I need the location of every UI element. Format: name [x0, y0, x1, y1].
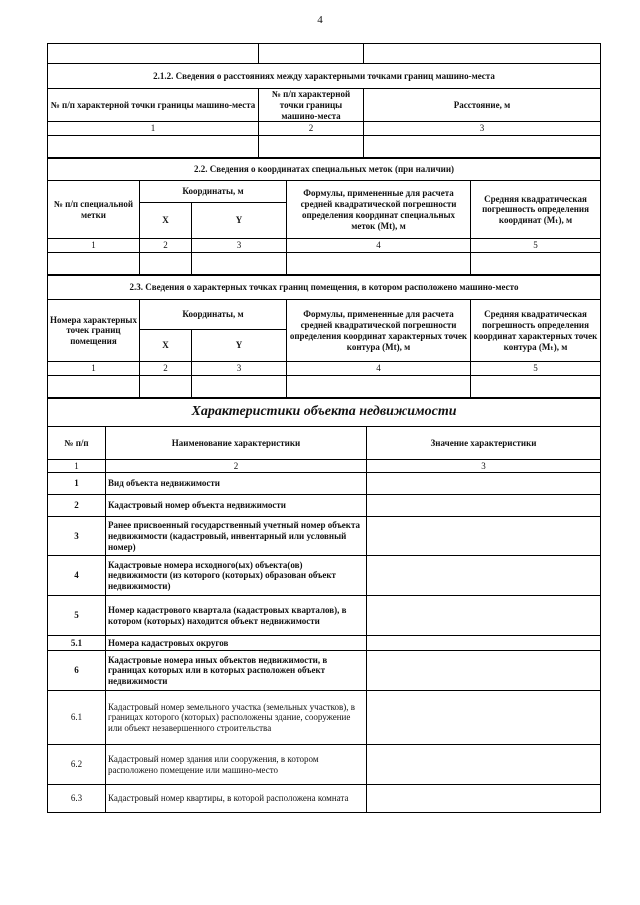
row-value	[367, 636, 601, 651]
column-numbers-row	[48, 460, 601, 473]
header-mean-error: Средняя квадратическая погрешность определения координат характерных точек контура (Mₜ), м	[471, 300, 601, 362]
column-number: 4	[287, 239, 471, 253]
column-number: 3	[192, 362, 287, 376]
row-value	[367, 785, 601, 813]
row-number: 5	[48, 596, 106, 636]
table-row	[48, 691, 601, 745]
table-cell	[259, 44, 364, 64]
row-value	[367, 691, 601, 745]
table-cell	[364, 136, 601, 158]
header-y: Y	[192, 203, 287, 239]
table-row	[48, 376, 601, 398]
header-mean-error: Средняя квадратическая погрешность определения координат (Mₜ), м	[471, 181, 601, 239]
row-name: Кадастровые номера исходного(ых) объекта(ов) недвижимости (из которого (которых) образован объект недвижимости)	[106, 556, 367, 596]
row-number: 1	[48, 473, 106, 495]
column-number: 2	[106, 460, 367, 473]
table-row	[48, 636, 601, 651]
table-row	[48, 473, 601, 495]
row-name: Кадастровый номер земельного участка (земельных участков), в границах которого (которых) расположены здание, сооружение или объект незавершенного строительства	[106, 691, 367, 745]
column-number: 2	[140, 239, 192, 253]
top-empty-row	[48, 44, 601, 64]
distances-table	[47, 43, 601, 158]
row-name: Кадастровый номер здания или сооружения, в котором расположено помещение или машино-место	[106, 745, 367, 785]
section-title-2-1-2: 2.1.2. Сведения о расстояниях между характерными точками границ машино-места	[48, 64, 601, 89]
header-y: Y	[192, 330, 287, 362]
table-cell	[140, 376, 192, 398]
table-cell	[287, 376, 471, 398]
column-numbers-row	[48, 362, 601, 376]
table-cell	[287, 253, 471, 275]
table-row	[48, 136, 601, 158]
row-number: 6.2	[48, 745, 106, 785]
header-point-to: № п/п характерной точки границы машино-места	[259, 89, 364, 122]
table-cell	[48, 253, 140, 275]
header-characteristic-value: Значение характеристики	[367, 427, 601, 460]
document-sheet	[47, 43, 600, 813]
column-number: 5	[471, 239, 601, 253]
row-value	[367, 651, 601, 691]
header-formulas: Формулы, примененные для расчета средней квадратической погрешности определения координат специальных меток (Mt), м	[287, 181, 471, 239]
column-number: 3	[192, 239, 287, 253]
table-cell	[471, 376, 601, 398]
row-number: 6.1	[48, 691, 106, 745]
row-number: 2	[48, 495, 106, 517]
row-name: Номер кадастрового квартала (кадастровых кварталов), в котором (которых) находится объект недвижимости	[106, 596, 367, 636]
page-number: 4	[317, 14, 323, 26]
table-cell	[192, 253, 287, 275]
table-cell	[364, 44, 601, 64]
header-coordinates: Координаты, м	[140, 300, 287, 330]
table-cell	[48, 44, 259, 64]
table-row	[48, 596, 601, 636]
row-value	[367, 745, 601, 785]
table-cell	[471, 253, 601, 275]
special-marks-table	[47, 158, 601, 275]
row-value	[367, 556, 601, 596]
row-number: 6	[48, 651, 106, 691]
section-title-2-2: 2.2. Сведения о координатах специальных меток (при наличии)	[48, 159, 601, 181]
characteristics-table	[47, 398, 601, 813]
table-row	[48, 495, 601, 517]
column-number: 3	[367, 460, 601, 473]
column-number: 5	[471, 362, 601, 376]
column-number: 2	[140, 362, 192, 376]
column-number: 1	[48, 460, 106, 473]
row-name: Кадастровый номер объекта недвижимости	[106, 495, 367, 517]
row-number: 4	[48, 556, 106, 596]
row-number: 5.1	[48, 636, 106, 651]
table-row	[48, 517, 601, 556]
table-cell	[48, 376, 140, 398]
section-title-2-3: 2.3. Сведения о характерных точках границ помещения, в котором расположено машино-место	[48, 276, 601, 300]
header-x: X	[140, 330, 192, 362]
row-number: 3	[48, 517, 106, 556]
row-value	[367, 473, 601, 495]
row-name: Ранее присвоенный государственный учетный номер объекта недвижимости (кадастровый, инвентарный или условный номер)	[106, 517, 367, 556]
header-room-point-number: Номера характерных точек границ помещения	[48, 300, 140, 362]
column-number: 2	[259, 122, 364, 136]
row-name: Кадастровый номер квартиры, в которой расположена комната	[106, 785, 367, 813]
column-number: 1	[48, 122, 259, 136]
row-value	[367, 495, 601, 517]
header-x: X	[140, 203, 192, 239]
table-cell	[48, 136, 259, 158]
header-mark-number: № п/п специальной метки	[48, 181, 140, 239]
header-formulas: Формулы, примененные для расчета средней квадратической погрешности определения координат характерных точек контура (Mt), м	[287, 300, 471, 362]
table-row	[48, 785, 601, 813]
header-coordinates: Координаты, м	[140, 181, 287, 203]
header-number: № п/п	[48, 427, 106, 460]
room-points-table	[47, 275, 601, 398]
row-name: Вид объекта недвижимости	[106, 473, 367, 495]
header-distance: Расстояние, м	[364, 89, 601, 122]
column-number: 1	[48, 362, 140, 376]
column-number: 3	[364, 122, 601, 136]
row-number: 6.3	[48, 785, 106, 813]
table-cell	[259, 136, 364, 158]
row-value	[367, 596, 601, 636]
column-number: 4	[287, 362, 471, 376]
table-row	[48, 556, 601, 596]
column-number: 1	[48, 239, 140, 253]
header-characteristic-name: Наименование характеристики	[106, 427, 367, 460]
row-value	[367, 517, 601, 556]
table-row	[48, 651, 601, 691]
table-cell	[140, 253, 192, 275]
characteristics-title: Характеристики объекта недвижимости	[48, 399, 601, 427]
table-row	[48, 745, 601, 785]
row-name: Кадастровые номера иных объектов недвижимости, в границах которых или в которых расположен объект недвижимости	[106, 651, 367, 691]
table-cell	[192, 376, 287, 398]
column-numbers-row	[48, 122, 601, 136]
column-numbers-row	[48, 239, 601, 253]
table-row	[48, 253, 601, 275]
header-point-from: № п/п характерной точки границы машино-места	[48, 89, 259, 122]
row-name: Номера кадастровых округов	[106, 636, 367, 651]
